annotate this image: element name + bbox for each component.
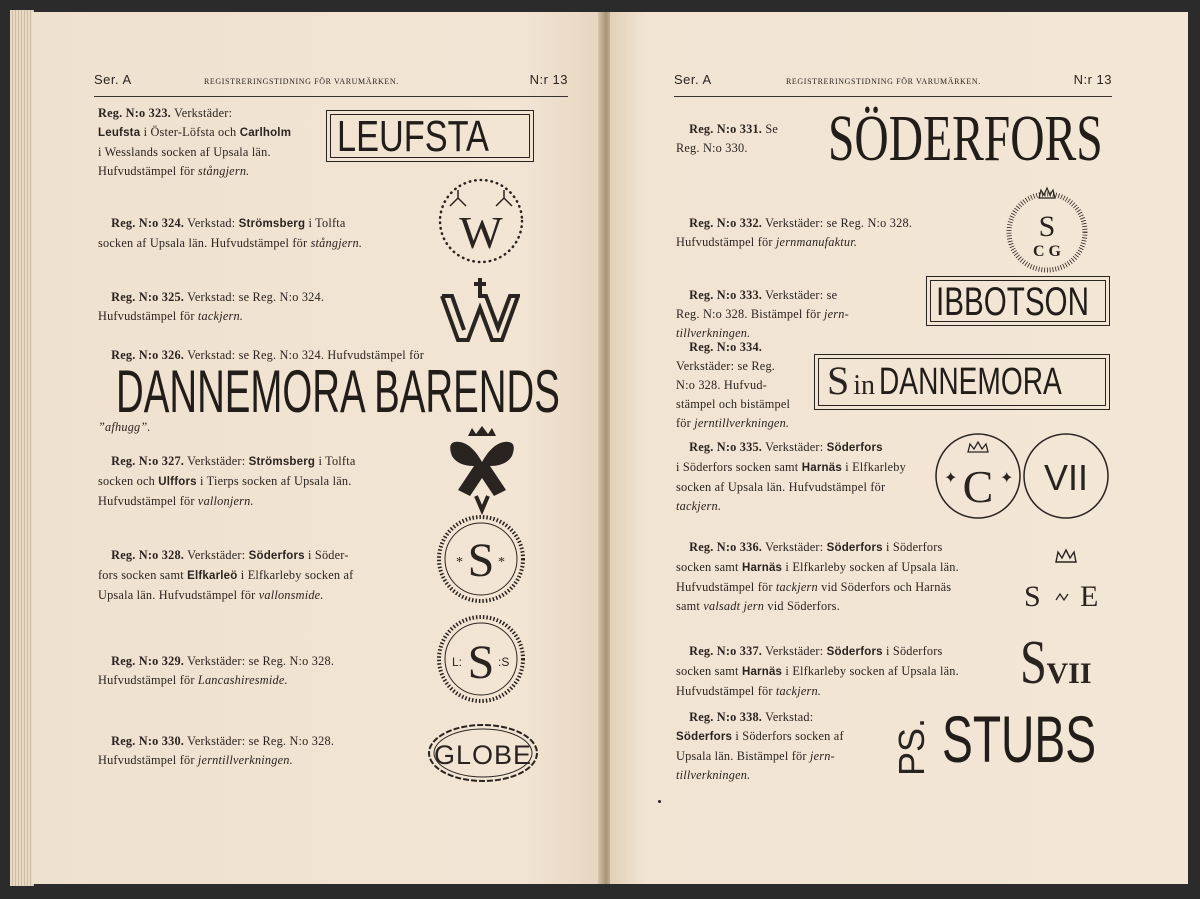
entry-326-end: ”afhugg”.: [98, 420, 151, 434]
ibbotson-text: IBBOTSON: [936, 280, 1089, 324]
w-letter: W: [459, 207, 503, 258]
header-rule: [94, 96, 568, 97]
svg-text:L:: L:: [452, 655, 463, 669]
entry-336: Reg. N:o 336. Verkstäder: Söderfors i Söderfors socken samt Harnäs i Elfkarleby socken af Upsala län. Hufvudstämpel för tackjern vid Söderfors och Harnäs samt valsadt jern vid Söderfors.: [676, 540, 959, 613]
right-page: [610, 12, 1188, 884]
svg-text:*: *: [456, 555, 463, 570]
left-header: [94, 74, 568, 92]
svg-text:✦: ✦: [1000, 470, 1014, 487]
entry-328: Reg. N:o 328. Verkstäder: Söderfors i Söder- fors socken samt Elfkarleö i Elfkarleby socken af Upsala län. Hufvudstämpel för vallonsmide.: [98, 548, 354, 602]
s-in-dannemora-stamp: S in DANNEMORA: [814, 354, 1110, 410]
soderfors-stamp: SÖDERFORS: [828, 102, 1103, 175]
svg-text:S: S: [1024, 580, 1041, 610]
right-header: [674, 74, 1112, 92]
entry-323: Reg. N:o 323. Verkstäder: Leufsta i Öster-Löfsta och Carlholm i Wesslands socken af Upsala län. Hufvudstämpel för stångjern.: [98, 106, 292, 178]
header-rule: [674, 96, 1112, 97]
s-letter: S: [467, 534, 495, 587]
s-cg-stamp: [1006, 184, 1088, 276]
leufsta-text: LEUFSTA: [337, 112, 489, 161]
entry-334: Reg. N:o 334. Verkstäder: se Reg. N:o 328. Hufvud- stämpel och bistämpel för jerntillverkningen.: [676, 340, 791, 430]
crowned-w-stamp: [436, 176, 526, 266]
entry-325: Reg. N:o 325. Verkstad: se Reg. N:o 324. Hufvudstämpel för tackjern.: [98, 290, 325, 323]
dannemora-barends-stamp: DANNEMORA BARENDS: [116, 358, 560, 425]
svg-text:C G: C G: [1033, 243, 1061, 260]
c-vii-stamps: [934, 430, 1114, 522]
s-vii-stamp: SVII: [1020, 629, 1092, 697]
w-cross-stamp: [440, 274, 520, 344]
page-edges: [10, 10, 34, 886]
ls-s-stamp: [436, 614, 526, 704]
ink-dot: [658, 800, 661, 803]
page-number: N:r 13: [1073, 72, 1112, 87]
svg-text:S: S: [1038, 210, 1056, 243]
entry-327: Reg. N:o 327. Verkstäder: Strömsberg i Tolfta socken och Ulffors i Tierps socken af Upsala län. Hufvudstämpel för vallonjern.: [98, 454, 356, 508]
svg-text:VII: VII: [1043, 457, 1089, 498]
entry-333: Reg. N:o 333. Verkstäder: se Reg. N:o 328. Bistämpel för jern- tillverkningen.: [676, 288, 849, 340]
svg-text:E: E: [1080, 580, 1099, 610]
ibbotson-stamp: [926, 276, 1110, 326]
s-rope-stamp: [436, 514, 526, 604]
entry-338: Reg. N:o 338. Verkstad: Söderfors i Söderfors socken af Upsala län. Bistämpel för jern- tillverkningen.: [676, 710, 844, 782]
header-title: REGISTRERINGSTIDNING FÖR VARUMÄRKEN.: [204, 77, 399, 86]
entry-332: Reg. N:o 332. Verkstäder: se Reg. N:o 328. Hufvudstämpel för jernmanufaktur.: [676, 216, 913, 249]
svg-text:*: *: [498, 555, 505, 570]
svg-text::S: :S: [498, 655, 510, 669]
page-number: N:r 13: [529, 72, 568, 87]
crossed-p-stamp: [442, 426, 522, 516]
leufsta-stamp: [326, 110, 534, 162]
entry-326: Reg. N:o 326. Verkstad: se Reg. N:o 324. Hufvudstämpel för: [111, 348, 425, 362]
entry-335: Reg. N:o 335. Verkstäder: Söderfors i Söderfors socken samt Harnäs i Elfkarleby socken af Upsala län. Hufvudstämpel för tackjern.: [676, 440, 906, 513]
entry-331: Reg. N:o 331. Se Reg. N:o 330.: [676, 122, 779, 155]
entry-329: Reg. N:o 329. Verkstäder: se Reg. N:o 328. Hufvudstämpel för Lancashiresmide.: [98, 654, 335, 687]
left-page: [32, 12, 606, 884]
globe-text: GLOBE: [433, 740, 533, 770]
entry-330: Reg. N:o 330. Verkstäder: se Reg. N:o 328. Hufvudstämpel för jerntillverkningen.: [98, 734, 335, 767]
series-label: Ser. A: [94, 72, 132, 87]
series-label: Ser. A: [674, 72, 712, 87]
entry-337: Reg. N:o 337. Verkstäder: Söderfors i Söderfors socken samt Harnäs i Elfkarleby socken af Upsala län. Hufvudstämpel för tackjern.: [676, 644, 959, 698]
s-e-stamp: [1022, 544, 1108, 610]
ps-stamp: PS.: [891, 717, 932, 776]
header-title: REGISTRERINGSTIDNING FÖR VARUMÄRKEN.: [786, 77, 981, 86]
svg-text:✦: ✦: [944, 470, 958, 487]
globe-stamp: [426, 722, 540, 784]
entry-324: Reg. N:o 324. Verkstad: Strömsberg i Tolfta socken af Upsala län. Hufvudstämpel för stångjern.: [98, 216, 363, 250]
stubs-stamp: STUBS: [942, 702, 1097, 776]
svg-text:S: S: [467, 636, 495, 689]
reg-number: Reg. N:o 323.: [98, 106, 171, 120]
svg-text:C: C: [962, 461, 994, 512]
